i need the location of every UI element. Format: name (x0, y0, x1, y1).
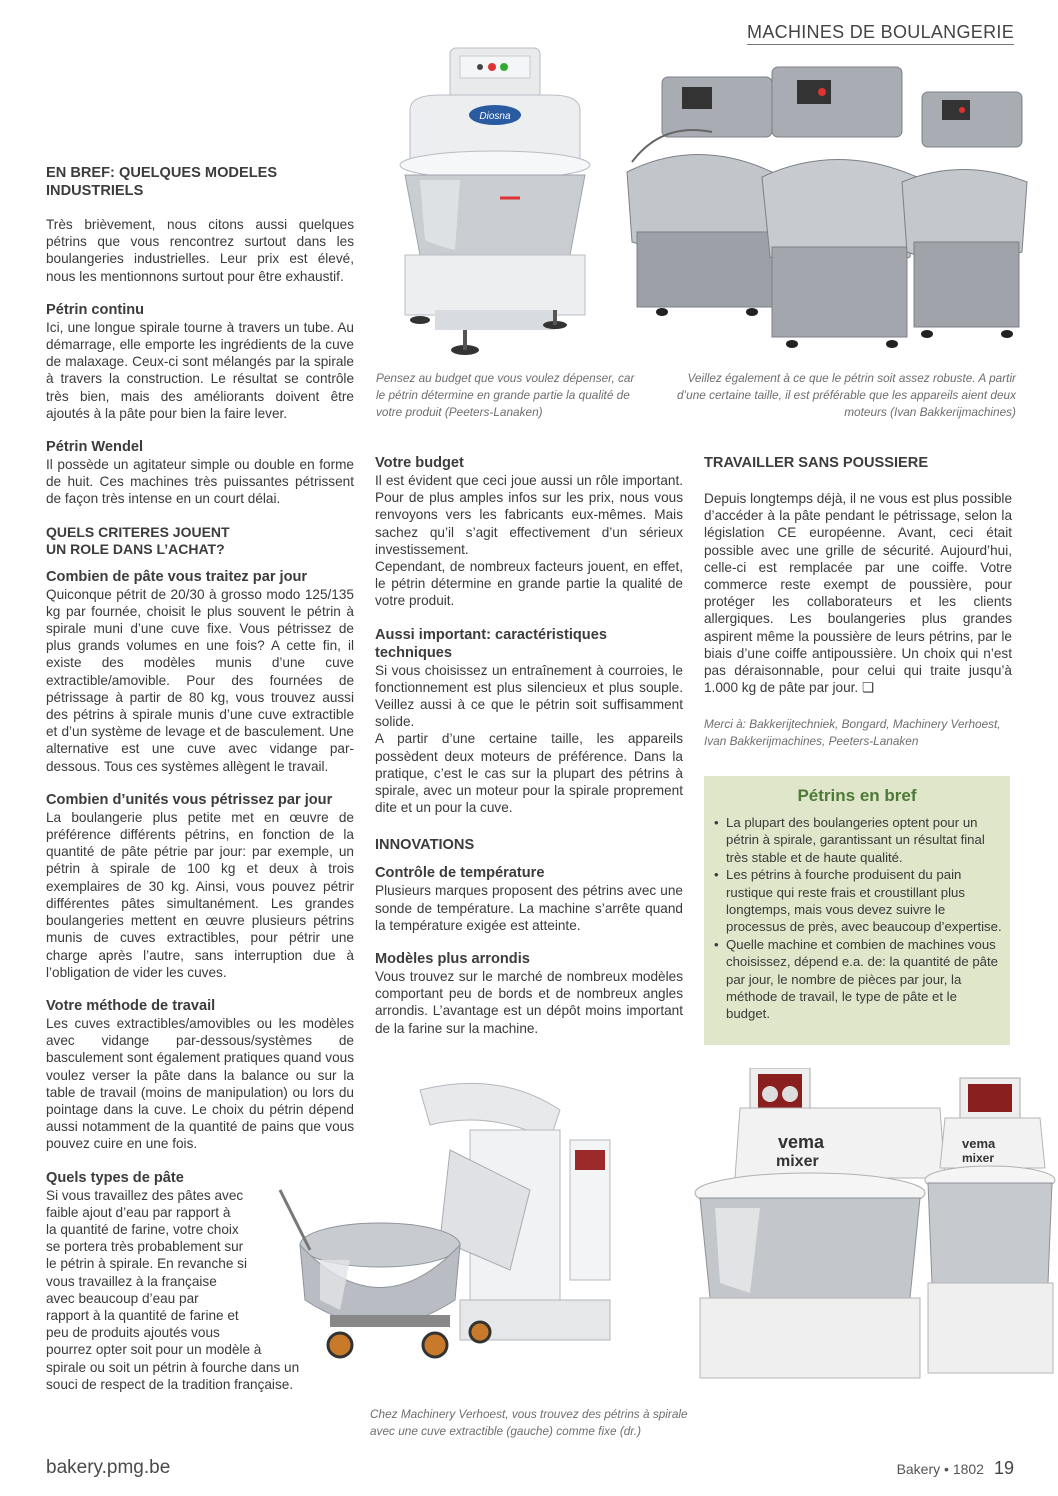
text-line: faible ajout d’eau par rapport à (46, 1204, 231, 1220)
vema-mixers-image (690, 1068, 1058, 1423)
footer-magazine (897, 1458, 1014, 1479)
paragraph-temperature: Plusieurs marques proposent des pétrins avec une sonde de température. La machine s’arrête quand la température exigée est atteinte. (375, 883, 683, 933)
text-line: rapport à la quantité de farine et (46, 1307, 239, 1323)
text-line: la quantité de farine, votre choix (46, 1221, 239, 1237)
footer-url[interactable]: bakery.pmg.be (46, 1457, 171, 1478)
section-header: MACHINES DE BOULANGERIE (747, 22, 1014, 45)
petrins-en-bref-box (704, 776, 1010, 1045)
page-number: 19 (993, 1458, 1014, 1478)
paragraph-budget: Il est évident que ceci joue aussi un rôle important. Pour de plus amples infos sur les prix, nous vous renvoyons vers les fabricants eux-mêmes. Mais sachez qu’il s’agit effectivement d’un sérieux investissement. (375, 473, 683, 557)
paragraph-petrin-continu: Ici, une longue spirale tourne à travers un tube. Au démarrage, elle emporte les ingrédients de la cuve de malaxage. Ceux-ci sont mélangés par la spirale à travers la construction. Le résultat se contrôle très bien, mais des améliorants doivent être ajoutés à la pâte pour bien la faire lever. (46, 319, 354, 421)
heading-temperature: Contrôle de température (375, 865, 545, 882)
heading-types-pate: Quels types de pâte (46, 1169, 184, 1186)
vema-logo-line2: mixer (776, 1153, 819, 1170)
heading-methode: Votre méthode de travail (46, 997, 216, 1014)
text-line: souci de respect de la tradition française. (46, 1376, 294, 1392)
heading-quantite-pate: Combien de pâte vous traitez par jour (46, 568, 308, 585)
verhoest-tilting-mixer-image (270, 1070, 690, 1402)
column-3 (704, 454, 1012, 750)
heading-petrin-wendel: Pétrin Wendel (46, 439, 144, 456)
paragraph-budget-2: Cependant, de nombreux facteurs jouent, en effet, le pétrin détermine en grande partie la qualité de votre produit. (375, 559, 683, 609)
text-line: le pétrin à spirale. En revanche si (46, 1256, 247, 1272)
caption-top-left: Pensez au budget que vous voulez dépenser, car le pétrin détermine en grande partie la qualité de votre produit (Peeters-Lanaken) (376, 371, 635, 419)
list-item: • La plupart des boulangeries optent pour un pétrin à spirale, garantissant un résultat final très stable et de haute qualité. (714, 814, 1002, 866)
heading-criteres-line2: UN ROLE DANS L’ACHAT? (46, 540, 225, 557)
paragraph-techniques: Si vous choisissez un entraînement à courroies, le fonctionnement est plus silencieux et plus souple. Veillez aussi à ce que le pétrin soit suffisamment solide. (375, 662, 683, 730)
magazine-issue: Bakery • 1802 (896, 1461, 984, 1477)
paragraph-techniques-2: A partir d’une certaine taille, les appareils possèdent deux moteurs de préférence. Dans la pratique, c’est le cas sur la plupart des pétrins à spirale, avec un moteur pour la spirale proprement dite et un pour la cuve. (375, 731, 683, 816)
heading-petrin-continu: Pétrin continu (46, 301, 145, 318)
heading-sans-poussiere: TRAVAILLER SANS POUSSIERE (704, 455, 929, 471)
paragraph-methode: Les cuves extractibles/amovibles ou les modèles avec vidange par-dessous/systèmes de basculement sont également pratiques quand vous voulez verser la pâte dans la balance ou sur la table de travail (moins de manipulation) ou lors du pointage dans la cuve. Le choix du pétrin dépend aussi notamment de la quantité de pains que vous pouvez cuire en une fois. (46, 1015, 354, 1152)
text-line: avec beaucoup d’eau par (46, 1290, 199, 1306)
heading-en-bref: EN BREF: QUELQUES MODELES INDUSTRIELS (46, 165, 278, 199)
credits-text: Merci à: Bakkerijtechniek, Bongard, Machinery Verhoest, Ivan Bakkerijmachines, Peeters-Lanaken (704, 717, 1001, 749)
heading-arrondis: Modèles plus arrondis (375, 951, 530, 968)
caption-top-right: Veillez également à ce que le pétrin soit assez robuste. A partir d’une certaine taille, il est préférable que les appareils aient deux moteurs (Ivan Bakkerijmachines) (676, 371, 1016, 419)
text-line: pourrez opter soit pour un modèle à (46, 1342, 262, 1358)
paragraph-sans-poussiere: Depuis longtemps déjà, il ne vous est plus possible d’accéder à la pâte pendant le pétrissage, selon la législation CE européenne. Avant, ceci était possible avec une grille de sécurité. Aujourd’hui, celle-ci est remplacée par une coiffe. Votre commerce reste exempt de poussière, pour protéger les collaborateurs et les clients allergiques. Les boulangeries plus grandes aspirent même la poussière de leurs pétrins, par le biais d’une coiffe antipoussière. Un choix qui n’est pas déraisonnable, pour celui qui traite jusqu’à 1.000 kg de pâte par jour. ❏ (704, 491, 1012, 696)
paragraph-quantite-pate: Quiconque pétrit de 20/30 à grosso modo 125/135 kg par fournée, choisit le plus souvent le pétrin à spirale muni d’une cuve fixe. Vous pétrissez de plus grands volumes en une fois? A cette fin, il existe des modèles munis d’une cuve extractible/amovible. Pour des fournées de pétrissage à partir de 80 kg, vous trouvez aussi des pétrins à spirale munis d’une cuve extractible et d’un système de levage et de basculement. Une alternative est une cuve avec vidange par-dessous. Tous ces systèmes allègent le travail. (46, 586, 354, 774)
text-line: peu de produits ajoutés vous (46, 1325, 220, 1341)
box-list (704, 814, 1010, 1023)
paragraph-unites: La boulangerie plus petite met en œuvre de préférence différents pétrins, en fonction de la quantité de pâte pétrie par jour: par exemple, un pétrin à spirale de 100 kg et deux à trois exemplaires de 30 kg. Ainsi, vous pouvez pétrir différentes pâtes simultanément. Les grandes boulangeries mettent en œuvre plusieurs pétrins munis de cuves extractibles, pour pétrir une charge après l’autre, sans interruption due à l’obligation de vider les cuves. (46, 809, 354, 980)
paragraph-arrondis: Vous trouvez sur le marché de nombreux modèles comportant peu de bords et de nombreux angles arrondis. L’avantage est un dépôt moins important de la farine sur la machine. (375, 969, 683, 1036)
vema-logo-line1: vema (778, 1132, 825, 1152)
text-line: Si vous travaillez des pâtes avec (46, 1187, 244, 1203)
column-2 (375, 454, 683, 1037)
list-item: • Les pétrins à fourche produisent du pain rustique qui reste frais et croustillant plus longtemps, mais vous devez suivre le processus de près, avec beaucoup d’expertise. (714, 866, 1002, 936)
heading-innovations: INNOVATIONS (375, 837, 475, 854)
paragraph-petrin-wendel: Il possède un agitateur simple ou double en forme de huit. Ces machines très puissantes pétrissent de façon très intense en un court délai. (46, 457, 354, 507)
heading-techniques: Aussi important: caractéristiques techniques (375, 626, 607, 661)
heading-unites: Combien d’unités vous pétrissez par jour (46, 791, 333, 808)
diosna-mixer-image (380, 40, 610, 365)
diosna-logo: Diosna (479, 111, 511, 122)
ivan-mixers-image (622, 62, 1034, 354)
caption-bottom: Chez Machinery Verhoest, vous trouvez des pétrins à spirale avec une cuve extractible (gauche) comme fixe (dr.) (370, 1407, 688, 1438)
vema-logo-small-line2: mixer (962, 1151, 995, 1165)
paragraph-en-bref: Très brièvement, nous citons aussi quelques pétrins que vous rencontrez surtout dans les boulangeries industrielles. Leur prix est élevé, nous les mentionnons surtout pour être exhaustif. (46, 217, 354, 284)
heading-criteres-line1: QUELS CRITERES JOUENT (46, 523, 230, 540)
heading-budget: Votre budget (375, 455, 464, 471)
text-line: vous travaillez à la française (46, 1273, 217, 1289)
vema-logo-small-line1: vema (962, 1136, 996, 1151)
text-line: se portera très probablement sur (46, 1239, 244, 1255)
text-line: spirale ou soit un pétrin à fourche dans un (46, 1359, 300, 1375)
list-item: • Quelle machine et combien de machines vous choisissez, dépend e.a. de: la quantité de pâte par jour, le nombre de pièces par jour, la méthode de travail, le type de pâte et le budget. (714, 936, 1002, 1023)
box-title: Pétrins en bref (797, 786, 917, 805)
